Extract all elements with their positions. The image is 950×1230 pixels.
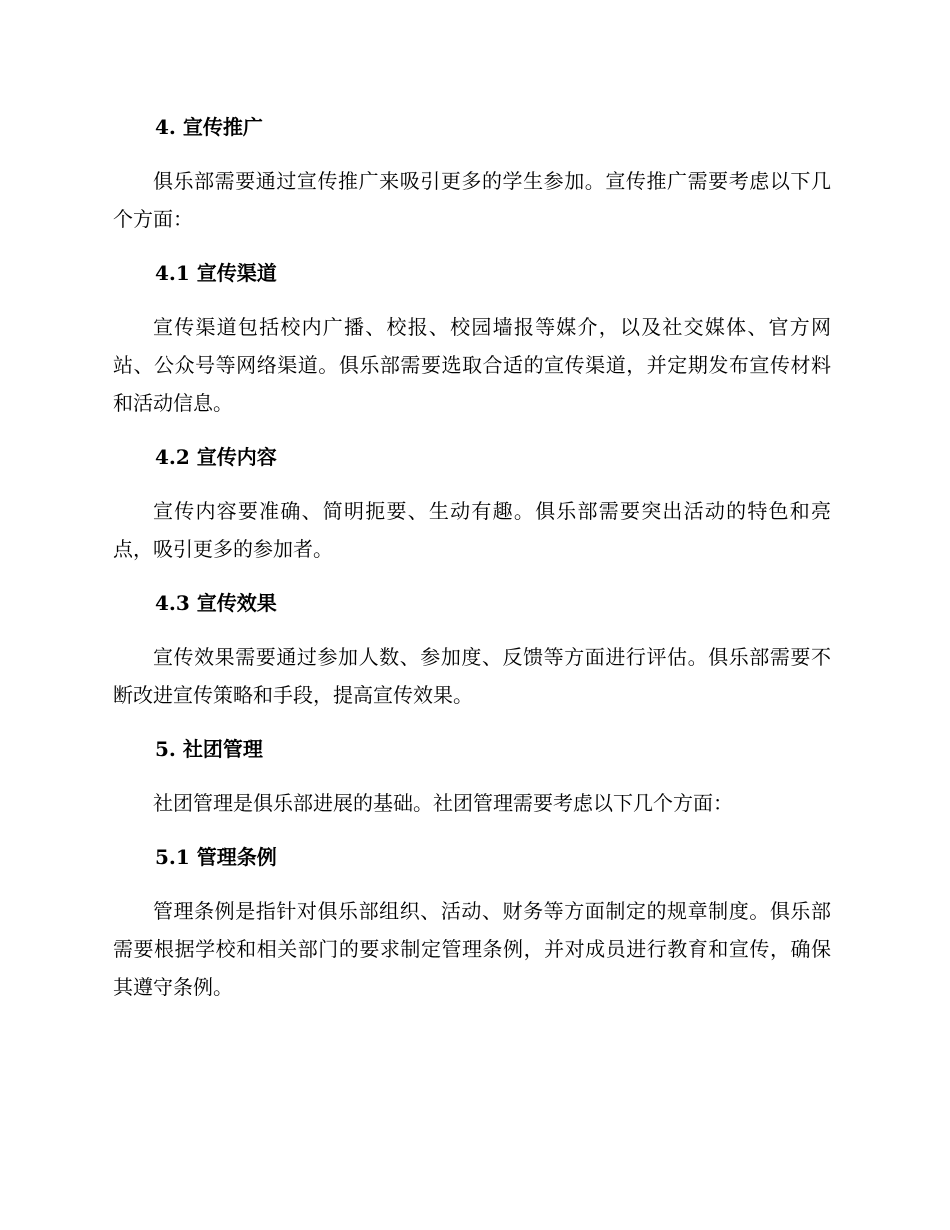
paragraph-4-2: 宣传内容要准确、简明扼要、生动有趣。俱乐部需要突出活动的特色和亮点，吸引更多的参加者。 xyxy=(113,499,831,561)
section-heading-4-1: 4.1 宣传渠道 xyxy=(155,261,277,285)
section-heading-5-1: 5.1 管理条例 xyxy=(155,845,277,869)
document-body xyxy=(113,108,831,1006)
section-heading-5: 5. 社团管理 xyxy=(155,737,263,761)
paragraph-4-1: 宣传渠道包括校内广播、校报、校园墙报等媒介，以及社交媒体、官方网站、公众号等网络渠道。俱乐部需要选取合适的宣传渠道，并定期发布宣传材料和活动信息。 xyxy=(113,315,831,415)
section-heading-4: 4. 宣传推广 xyxy=(155,115,263,139)
paragraph-5-1: 管理条例是指针对俱乐部组织、活动、财务等方面制定的规章制度。俱乐部需要根据学校和相关部门的要求制定管理条例，并对成员进行教育和宣传，确保其遵守条例。 xyxy=(113,899,831,999)
paragraph-4-3: 宣传效果需要通过参加人数、参加度、反馈等方面进行评估。俱乐部需要不断改进宣传策略和手段，提高宣传效果。 xyxy=(113,645,831,707)
section-heading-4-2: 4.2 宣传内容 xyxy=(155,445,277,469)
section-heading-4-3: 4.3 宣传效果 xyxy=(155,591,277,615)
paragraph-4-intro: 俱乐部需要通过宣传推广来吸引更多的学生参加。宣传推广需要考虑以下几个方面： xyxy=(113,169,831,231)
paragraph-5-intro: 社团管理是俱乐部进展的基础。社团管理需要考虑以下几个方面： xyxy=(153,791,733,815)
